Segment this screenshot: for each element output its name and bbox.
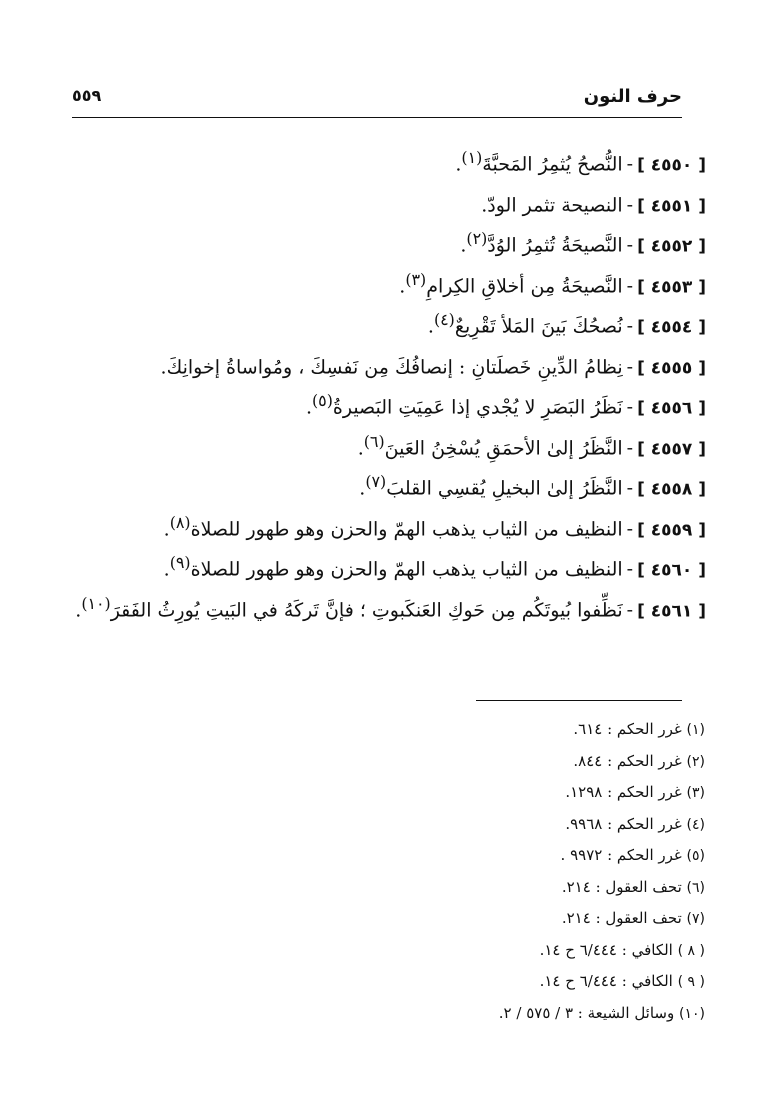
footnote [305, 714, 705, 746]
footnote-ref: (٤) [433, 310, 455, 329]
entry-number: [ ٤٥٥٦ ] [637, 398, 706, 419]
footnote-ref: (٣) [405, 269, 427, 289]
footnote-text: وسائل الشيعة : ٣ / ٥٧٥ / ٢. [498, 1003, 675, 1022]
footnote [305, 809, 705, 841]
entry: [ ٤٥٥٢ ]-النَّصيحَةُ تُثمِرُ الوُدَّ$^{(٢)}$. [460, 229, 706, 257]
entry: [ ٤٥٥٨ ]-النَّظَرُ إلىٰ البخيلِ يُقسِي القلبَ$^{(٧)}$. [359, 472, 706, 500]
entry-text: نُصحُكَ بَينَ المَلأ تَقْرِيعٌ [454, 315, 623, 338]
footnote-ref: (٧) [365, 472, 387, 491]
footnote-number: (٢) [686, 753, 705, 770]
footnote-text: تحف العقول : ٢١٤. [561, 877, 682, 896]
entry-number: [ ٤٥٥٤ ] [637, 317, 706, 338]
entry-text: النَّصيحَةُ مِن أخلاقِ الكِرامِ [426, 274, 623, 297]
entry-number: [ ٤٥٥٥ ] [637, 357, 706, 378]
footnote [305, 777, 705, 809]
entry-end: . [163, 517, 170, 540]
footnote-number: ( ٨ ) [677, 942, 705, 959]
entries-list [66, 138, 706, 624]
footnote-text: الكافي : ٦/٤٤٤ ح ١٤. [539, 940, 673, 959]
entry-end: . [399, 274, 406, 297]
footnote-number: (١٠) [679, 1005, 705, 1022]
footnote [305, 872, 705, 904]
entry: [ ٤٥٥٩ ]-النظيف من الثياب يذهب الهمّ والحزن وهو طهور للصلاة$^{(٨)}$. [163, 512, 706, 540]
entry: [ ٤٥٦٠ ]-النظيف من الثياب يذهب الهمّ والحزن وهو طهور للصلاة$^{(٩)}$. [163, 553, 706, 581]
entry-text: النصيحة تثمر الودّ [487, 193, 623, 216]
entry-text: نَظِّفوا بُيوتَكُم مِن حَوكِ العَنكَبوتِ ؛ فإنَّ تَركَهُ في البَيتِ يُورِثُ الفَقرَ [110, 598, 623, 621]
entry: [ ٤٥٥٠ ]-النُّصحُ يُثمِرُ المَحبَّةَ$^{(١)}$. [455, 148, 706, 176]
entry-end: . [160, 355, 167, 378]
entry-end: . [75, 598, 82, 621]
entry-text: النظيف من الثياب يذهب الهمّ والحزن وهو طهور للصلاة [190, 517, 623, 540]
footnote-number: (٥) [686, 848, 705, 864]
entry: [ ٤٥٥٦ ]-نَظَرُ البَصَرِ لا يُجْدي إذا عَمِيَتِ البَصيرةُ$^{(٥)}$. [305, 391, 706, 419]
footnote [305, 903, 705, 935]
entry-text: النُّصحُ يُثمِرُ المَحبَّةَ [482, 153, 623, 176]
entry-number: [ ٤٥٥٣ ] [637, 276, 706, 297]
footnote-number: (٦) [686, 879, 705, 896]
entry: [ ٤٥٥٧ ]-النَّظَرُ إلىٰ الأحمَقِ يُسْخِنُ العَينَ$^{(٦)}$. [357, 431, 706, 459]
entry-end: . [481, 193, 488, 216]
entry-text: النَّظَرُ إلىٰ الأحمَقِ يُسْخِنُ العَينَ [384, 436, 623, 459]
footnote [305, 935, 705, 967]
entry-number: [ ٤٥٥٩ ] [637, 519, 706, 540]
footnote-number: (٣) [686, 785, 705, 801]
entry: [ ٤٥٥٤ ]-نُصحُكَ بَينَ المَلأ تَقْرِيعٌ$^{(٤)}$. [427, 310, 706, 338]
entry-number: [ ٤٥٥٧ ] [637, 438, 706, 459]
entry-end: . [305, 396, 312, 419]
entry-text: النَّظَرُ إلىٰ البخيلِ يُقسِي القلبَ [386, 477, 623, 500]
footnote-ref: (٩) [169, 553, 191, 572]
footnote-text: غرر الحكم : ٦١٤. [573, 720, 682, 738]
entry-number: [ ٤٥٥١ ] [637, 195, 706, 216]
entry-end: . [427, 315, 434, 338]
footnote-text: غرر الحكم : ٩٩٧٢ . [560, 846, 682, 864]
footnote-ref: (١) [461, 148, 483, 167]
footnote [305, 966, 705, 998]
footnote-ref: (٦) [363, 431, 385, 451]
footnote-ref: (١٠) [81, 593, 111, 613]
chapter-title: حرف النون [583, 86, 682, 107]
entry-end: . [460, 234, 467, 257]
footnote-text: تحف العقول : ٢١٤. [561, 909, 682, 927]
entry-text: نَظَرُ البَصَرِ لا يُجْدي إذا عَمِيَتِ البَصيرةُ [332, 396, 623, 419]
footnote-text: غرر الحكم : ٩٩٦٨. [565, 814, 682, 833]
footnote-number: (٧) [686, 911, 705, 927]
footnote-ref: (٥) [311, 391, 333, 410]
footnote-text: الكافي : ٦/٤٤٤ ح ١٤. [539, 972, 673, 990]
footnote-number: ( ٩ ) [677, 974, 705, 990]
footnote-ref: (٨) [169, 512, 191, 532]
entry-number: [ ٤٥٥٠ ] [637, 155, 706, 176]
entry-number: [ ٤٥٥٢ ] [637, 236, 706, 257]
entry: [ ٤٥٦١ ]-نَظِّفوا بُيوتَكُم مِن حَوكِ العَنكَبوتِ ؛ فإنَّ تَركَهُ في البَيتِ يُورِثُ الفَقرَ$^{(١٠)}$. [75, 593, 706, 621]
entry-number: [ ٤٥٦١ ] [637, 600, 706, 621]
footnote [305, 746, 705, 778]
footnote-text: غرر الحكم : ١٢٩٨. [565, 783, 682, 801]
entry-end: . [357, 436, 364, 459]
footnote-divider [476, 700, 682, 701]
entry-number: [ ٤٥٥٨ ] [637, 479, 706, 500]
footnote-number: (١) [686, 722, 705, 738]
page-header [72, 86, 682, 116]
footnote-ref: (٢) [466, 229, 488, 248]
entry-number: [ ٤٥٦٠ ] [637, 560, 706, 581]
footnote-number: (٤) [686, 816, 705, 833]
entry: [ ٤٥٥٥ ]-نِظامُ الدِّينِ خَصلَتانِ : إنصافُكَ مِن نَفسِكَ ، ومُواساةُ إخوانِكَ. [160, 355, 706, 378]
footnote [305, 998, 705, 1030]
entry-text: النَّصيحَةُ تُثمِرُ الوُدَّ [487, 234, 623, 257]
footnote-text: غرر الحكم : ٨٤٤. [573, 751, 682, 770]
header-divider [72, 117, 682, 118]
entry-text: النظيف من الثياب يذهب الهمّ والحزن وهو طهور للصلاة [190, 558, 623, 581]
entry-end: . [359, 477, 366, 500]
entry: [ ٤٥٥٣ ]-النَّصيحَةُ مِن أخلاقِ الكِرامِ$^{(٣)}$. [399, 269, 706, 297]
entry: [ ٤٥٥١ ]-النصيحة تثمر الودّ. [481, 193, 706, 216]
footnotes-list [305, 714, 705, 1029]
page-number: ٥٥٩ [72, 86, 102, 105]
entry-end: . [163, 558, 170, 581]
footnote [305, 840, 705, 872]
entry-end: . [455, 153, 462, 176]
entry-text: نِظامُ الدِّينِ خَصلَتانِ : إنصافُكَ مِن نَفسِكَ ، ومُواساةُ إخوانِكَ [166, 355, 623, 378]
